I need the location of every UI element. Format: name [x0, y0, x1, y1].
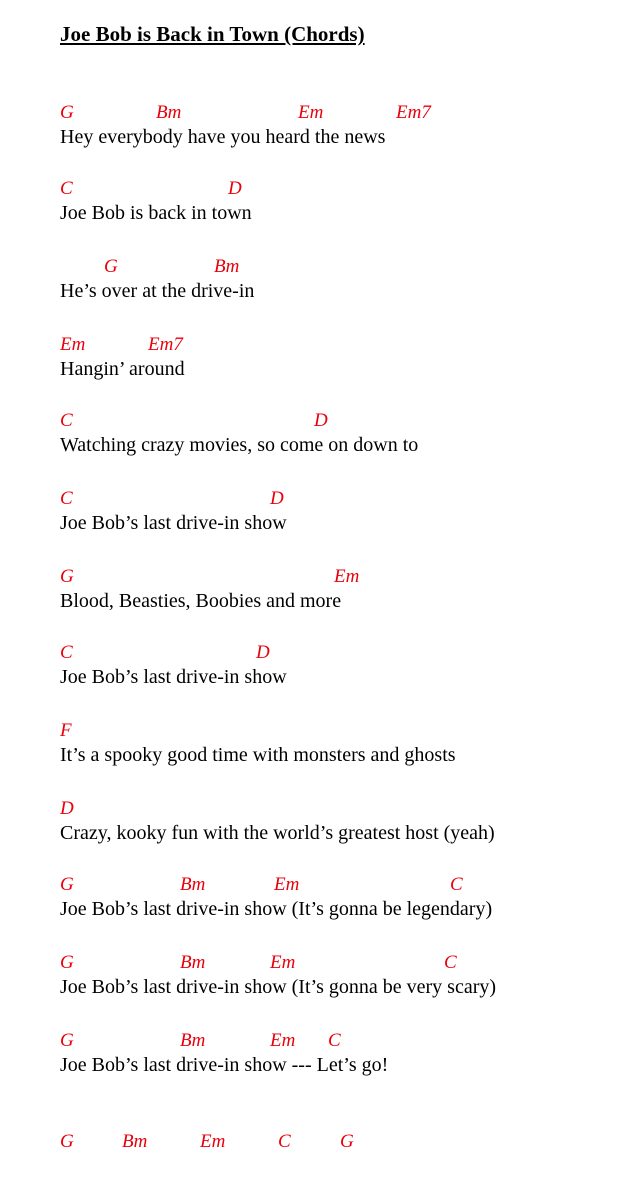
chord: Em	[274, 874, 300, 895]
chord: Em	[334, 566, 360, 587]
chord: Em	[298, 102, 324, 123]
chord: Em	[270, 1030, 296, 1051]
lyric-line: Joe Bob’s last drive-in show (It’s gonna be very scary)	[60, 976, 497, 998]
chord: G	[60, 874, 74, 895]
stanza-12	[0, 952, 622, 1004]
chord-line	[0, 874, 622, 896]
lyric-line: Hey everybody have you heard the news	[60, 126, 386, 148]
lyric-line: Watching crazy movies, so come on down to	[60, 434, 419, 456]
stanza-1	[0, 102, 622, 154]
lyric-line: Joe Bob’s last drive-in show	[60, 666, 287, 688]
chord: C	[450, 874, 463, 895]
chord: Em	[60, 334, 86, 355]
chord: C	[328, 1030, 341, 1051]
stanza-4	[0, 334, 622, 386]
chord-line	[0, 798, 622, 820]
chord: D	[270, 488, 284, 509]
chord: C	[444, 952, 457, 973]
lyric-line: Joe Bob’s last drive-in show --- Let’s go!	[60, 1054, 389, 1076]
chord-line	[0, 410, 622, 432]
chord: G	[340, 1131, 354, 1152]
chord: Bm	[180, 952, 206, 973]
chord: C	[60, 488, 73, 509]
lyric-line: Joe Bob’s last drive-in show	[60, 512, 287, 534]
chord: Em	[200, 1131, 226, 1152]
chord: C	[60, 642, 73, 663]
chord: G	[104, 256, 118, 277]
chord: G	[60, 1131, 74, 1152]
lyric-line: He’s over at the drive-in	[60, 280, 255, 302]
lyric-line: It’s a spooky good time with monsters and ghosts	[60, 744, 456, 766]
stanza-2	[0, 178, 622, 230]
lyric-line: Hangin’ around	[60, 358, 185, 380]
chord-line	[0, 488, 622, 510]
chord: Bm	[122, 1131, 148, 1152]
chord: D	[256, 642, 270, 663]
chord: Bm	[214, 256, 240, 277]
chord: D	[228, 178, 242, 199]
chord-line	[0, 334, 622, 356]
chord: D	[60, 798, 74, 819]
stanza-5	[0, 410, 622, 462]
chord: C	[60, 178, 73, 199]
chord-line	[0, 256, 622, 278]
final-chord-line	[0, 1131, 622, 1155]
chord-line	[0, 566, 622, 588]
chord: G	[60, 1030, 74, 1051]
chord: G	[60, 566, 74, 587]
stanza-10	[0, 798, 622, 850]
lyric-line: Joe Bob is back in town	[60, 202, 252, 224]
stanza-8	[0, 642, 622, 694]
chord: Bm	[180, 874, 206, 895]
chord: G	[60, 952, 74, 973]
chord-line	[0, 102, 622, 124]
chord: Bm	[156, 102, 182, 123]
stanza-6	[0, 488, 622, 540]
lyric-line: Blood, Beasties, Boobies and more	[60, 590, 342, 612]
stanza-11	[0, 874, 622, 926]
stanza-3	[0, 256, 622, 308]
stanza-13	[0, 1030, 622, 1082]
chord: D	[314, 410, 328, 431]
song-title: Joe Bob is Back in Town (Chords)	[60, 22, 365, 46]
chord-line	[0, 642, 622, 664]
chord-line	[0, 720, 622, 742]
chord: F	[60, 720, 72, 741]
chord: Em	[270, 952, 296, 973]
chord: Em7	[148, 334, 183, 355]
chord-line	[0, 952, 622, 974]
chord-line	[0, 1030, 622, 1052]
chord: C	[278, 1131, 291, 1152]
chord: Em7	[396, 102, 431, 123]
stanza-7	[0, 566, 622, 618]
chord: C	[60, 410, 73, 431]
chord: G	[60, 102, 74, 123]
lyric-line: Crazy, kooky fun with the world’s greatest host (yeah)	[60, 822, 495, 844]
stanza-9	[0, 720, 622, 772]
chord-line	[0, 178, 622, 200]
lyric-line: Joe Bob’s last drive-in show (It’s gonna be legendary)	[60, 898, 493, 920]
chord: Bm	[180, 1030, 206, 1051]
